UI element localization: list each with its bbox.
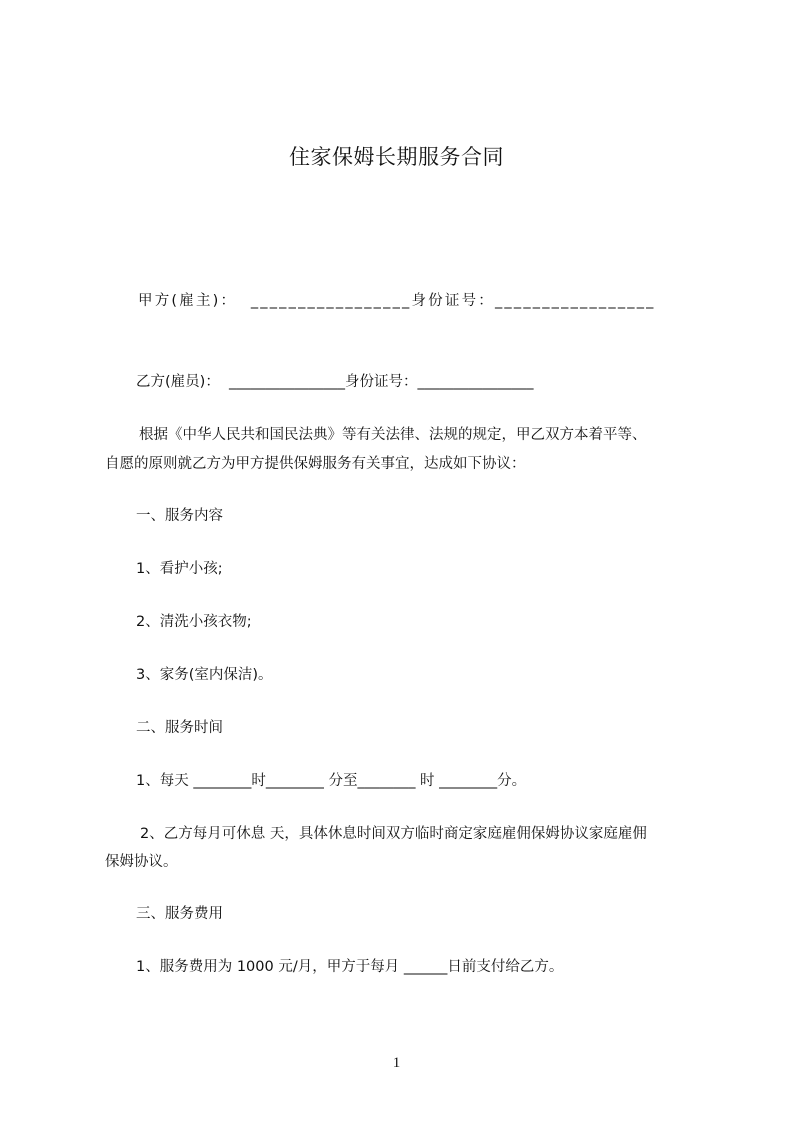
preamble-line-2: 自愿的原则就乙方为甲方提供保姆服务有关事宜，达成如下协议：	[105, 456, 526, 472]
page-number: 1	[392, 1055, 401, 1071]
party-b-line: 乙方(雇员)： ________________身份证号：________________	[136, 374, 534, 390]
section-2-item-2-line-1: 2、乙方每月可休息 天，具体休息时间双方临时商定家庭雇佣保姆协议家庭雇佣	[140, 826, 647, 842]
section-2-item-1: 1、每天 ________时________ 分至________ 时 ________分。	[136, 773, 527, 789]
section-1-item-1: 1、看护小孩;	[136, 561, 223, 577]
section-3-heading: 三、服务费用	[136, 906, 223, 922]
section-1-item-3: 3、家务(室内保洁)。	[136, 667, 273, 683]
section-1-heading: 一、服务内容	[136, 508, 223, 524]
section-2-item-2-line-2: 保姆协议。	[105, 854, 178, 870]
section-3-item-1: 1、服务费用为 1000 元/月，甲方于每月 ______日前支付给乙方。	[136, 959, 564, 975]
preamble-line-1: 根据《中华人民共和国民法典》等有关法律、法规的规定，甲乙双方本着平等、	[139, 427, 647, 443]
document-title: 住家保姆长期服务合同	[289, 145, 504, 169]
section-1-item-2: 2、清洗小孩衣物;	[136, 614, 252, 630]
party-a-line: 甲方(雇主)： _________________身份证号：_________________	[138, 293, 656, 309]
section-2-heading: 二、服务时间	[136, 720, 223, 736]
